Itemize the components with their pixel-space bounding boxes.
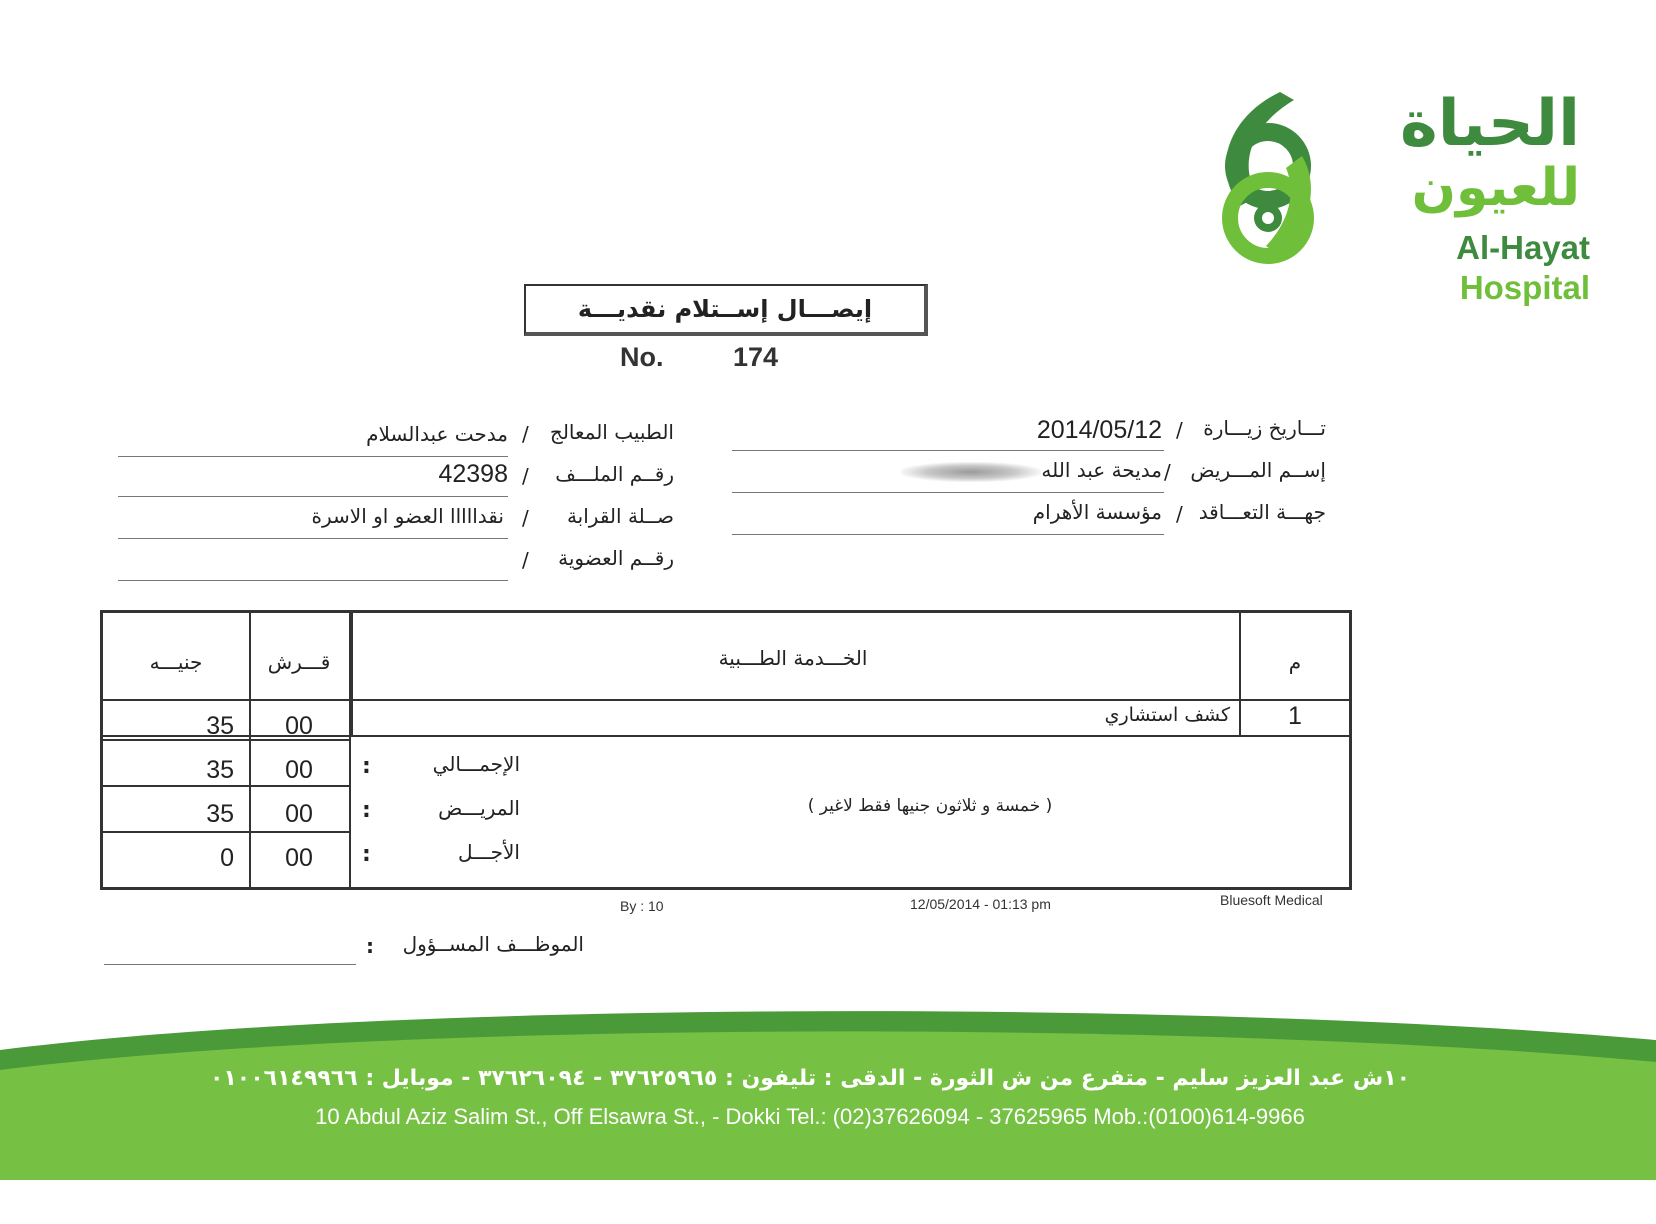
relation-label: صــلة القرابة [566,504,674,528]
deferred-piasters: 00 [285,844,313,872]
total-piasters: 00 [285,756,313,784]
header-service: الخـــدمة الطـــبية [718,646,868,670]
row-service: كشف استشاري [1104,704,1230,726]
patient-share-label: المريـــض [438,796,520,820]
signature-line [104,964,356,965]
row-piasters: 00 [285,712,313,740]
visit-date-value: 2014/05/12 [1036,416,1162,444]
footer-banner [0,1010,1656,1190]
printed-by: By : 10 [620,898,664,914]
patient-first-name: مديحة عبد الله [1041,458,1162,482]
field-underline [732,492,1164,493]
receipt-number-label: No. [620,342,664,372]
field-separator: / [1176,502,1183,526]
field-underline [732,450,1164,451]
logo-english-hospital: Hospital [1459,269,1590,306]
field-separator: / [522,548,529,572]
total-pounds: 35 [206,756,234,784]
signature-colon: : [366,934,374,958]
deferred-colon: : [362,842,371,867]
row-divider [103,785,349,787]
footer-arabic-address: ١٠ش عبد العزيز سليم - متفرع من ش الثورة - الدقى : تليفون : ٣٧٦٢٥٩٦٥ - ٣٧٦٢٦٠٩٤ - موبايل : ٠١٠٠٦١٤٩٩٦٦ [209,1066,1411,1091]
membership-label: رقــم العضوية [558,546,674,570]
patient-share-colon: : [362,798,371,823]
header-pounds: جنيـــه [149,650,203,674]
deferred-pounds: 0 [220,844,234,872]
redacted-surname [901,462,1041,482]
print-datetime: 12/05/2014 - 01:13 pm [910,896,1051,912]
field-separator: / [1176,418,1183,442]
amount-in-words: ( خمسة و ثلاثون جنيها فقط لاغير ) [807,796,1053,816]
logo-arabic-name: الحياة [1399,87,1580,161]
signature-label: الموظـــف المســؤول [402,932,584,956]
software-name: Bluesoft Medical [1220,892,1323,908]
logo-english-name [1330,228,1590,308]
field-underline [732,534,1164,535]
footer-english-address: 10 Abdul Aziz Salim St., Off Elsawra St., - Dokki Tel.: (02)37626094 - 37625965 Mob.:(0100)614-9966 [315,1104,1305,1129]
logo-arabic-subtitle: للعيون [1411,158,1580,218]
patient-share-pounds: 35 [206,800,234,828]
file-number-label: رقــم الملـــف [555,462,674,486]
row-divider [103,699,1349,701]
field-underline [118,538,508,539]
patient-name-label: إســم المـــريض [1190,458,1326,482]
field-underline [118,580,508,581]
doctor-value: مدحت عبدالسلام [366,422,508,446]
total-colon: : [362,754,371,779]
field-separator: / [522,464,529,488]
total-label: الإجمـــالي [432,752,520,776]
row-pounds: 35 [206,712,234,740]
file-number-value: 42398 [438,460,508,488]
field-underline [118,496,508,497]
receipt-title: إيصـــال إســتلام نقديـــة [524,284,928,336]
contract-party-value: مؤسسة الأهرام [1032,500,1162,524]
field-separator: / [522,506,529,530]
field-separator: / [522,422,529,446]
patient-name-value [895,458,1162,482]
header-index: م [1288,650,1302,674]
deferred-label: الأجـــل [457,840,520,864]
patient-share-piasters: 00 [285,800,313,828]
column-divider [351,613,353,737]
header-piasters: قـــرش [267,650,331,674]
field-underline [118,456,508,457]
field-separator: / [1164,460,1171,484]
receipt-number: 174 [733,342,779,372]
logo-english-al-hayat: Al-Hayat [1456,229,1590,266]
contract-party-label: جهـــة التعـــاقد [1198,500,1326,524]
doctor-label: الطبيب المعالج [549,420,674,444]
row-index: 1 [1288,702,1302,730]
visit-date-label: تـــاريخ زيـــارة [1203,416,1326,440]
relation-value: نقدااااا العضو او الاسرة [311,504,504,528]
row-divider [103,831,349,833]
